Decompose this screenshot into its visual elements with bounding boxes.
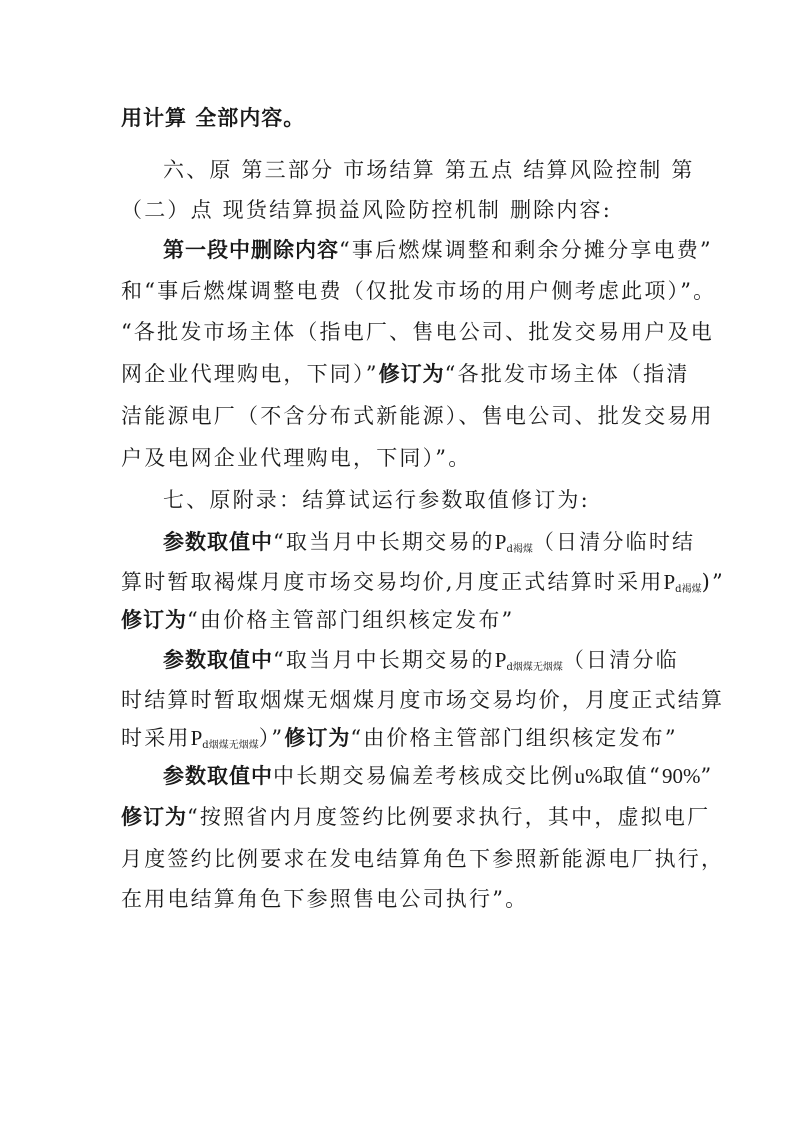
text-run: “事后燃煤调整和剩余分摊分享电费” (339, 238, 713, 262)
text-run: 网企业代理购电，下同）” (121, 362, 379, 386)
document-line (121, 196, 681, 224)
bold-label: 修订为 (121, 805, 187, 829)
bold-label: 修订为 (378, 362, 445, 386)
text-run: 户及电网企业代理购电，下同）”。 (121, 446, 472, 470)
subscript: d褐煤 (675, 584, 702, 595)
bold-label: 参数取值中 (163, 764, 273, 788)
text-run: （日清分临时结 (532, 530, 696, 554)
text-run: “取当月中长期交易的 (273, 530, 495, 554)
document-line (121, 277, 717, 305)
document-line (163, 528, 723, 564)
document-line (121, 104, 681, 132)
subscript: d褐煤 (506, 544, 533, 555)
text-run: P (494, 530, 507, 554)
text-run: “由价格主管部门组织核定发布” (187, 608, 515, 632)
document-line (121, 686, 725, 714)
document-line (121, 568, 725, 604)
bold-label: 参数取值中 (163, 648, 273, 672)
text-run: “按照省内月度签约比例要求执行，其中，虚拟电厂 (187, 805, 711, 829)
document-line (163, 646, 723, 682)
text-run: “取当月中长期交易的 (273, 648, 495, 672)
text-run: P (190, 726, 203, 750)
text-run: 洁能源电厂（不含分布式新能源）、售电公司、批发交易用 (121, 404, 714, 428)
document-line (163, 156, 723, 184)
bold-label: 参数取值中 (163, 530, 273, 554)
text-run: 90% (661, 764, 701, 788)
document-line (121, 885, 681, 913)
document-line (121, 606, 681, 634)
bold-label: 修订为 (121, 608, 187, 632)
text-run: 取值“ (602, 764, 662, 788)
document-line (121, 402, 714, 430)
text-run: u% (574, 764, 603, 788)
document-line (163, 762, 723, 790)
subscript: d烟煤无烟煤 (202, 740, 259, 751)
text-run: P (494, 648, 507, 672)
document-line (121, 803, 711, 831)
bold-label: 第一段中删除内容 (163, 238, 339, 262)
text-run: P (663, 570, 676, 594)
document-line (121, 360, 690, 388)
text-run: )” (701, 570, 725, 594)
bold-label: 修订为 (284, 726, 351, 750)
document-line (163, 486, 723, 514)
text-run: （日清分临 (562, 648, 679, 672)
text-run: 和“事后燃煤调整电费（仅批发市场的用户侧考虑此项）”。 (121, 279, 717, 303)
bold-label: 用计算 全部内容。 (121, 106, 306, 130)
text-run: ” (700, 764, 714, 788)
text-run: 时采用 (121, 726, 191, 750)
document-line (121, 318, 714, 346)
text-run: 六、原 第三部分 市场结算 第五点 结算风险控制 第 (163, 158, 695, 182)
text-run: 算时暂取褐煤月度市场交易均价,月度正式结算时采用 (121, 570, 664, 594)
document-line (163, 236, 723, 264)
text-run: “各批发市场主体（指电厂、售电公司、批发交易用户及电 (121, 320, 714, 344)
text-run: （二）点 现货结算损益风险防控机制 删除内容: (121, 198, 613, 222)
text-run: ）” (258, 726, 285, 750)
text-run: 月度签约比例要求在发电结算角色下参照新能源电厂执行， (121, 847, 725, 871)
text-run: “由价格主管部门组织核定发布” (350, 726, 678, 750)
document-line (121, 444, 681, 472)
text-run: 中长期交易偏差考核成交比例 (273, 764, 575, 788)
document-line (121, 845, 725, 873)
subscript: d烟煤无烟煤 (506, 662, 563, 673)
document-line (121, 724, 681, 760)
text-run: 在用电结算角色下参照售电公司执行”。 (121, 887, 529, 911)
text-run: “各批发市场主体（指清 (444, 362, 690, 386)
text-run: 时结算时暂取烟煤无烟煤月度市场交易均价，月度正式结算 (121, 688, 725, 712)
text-run: 七、原附录：结算试运行参数取值修订为: (163, 488, 590, 512)
